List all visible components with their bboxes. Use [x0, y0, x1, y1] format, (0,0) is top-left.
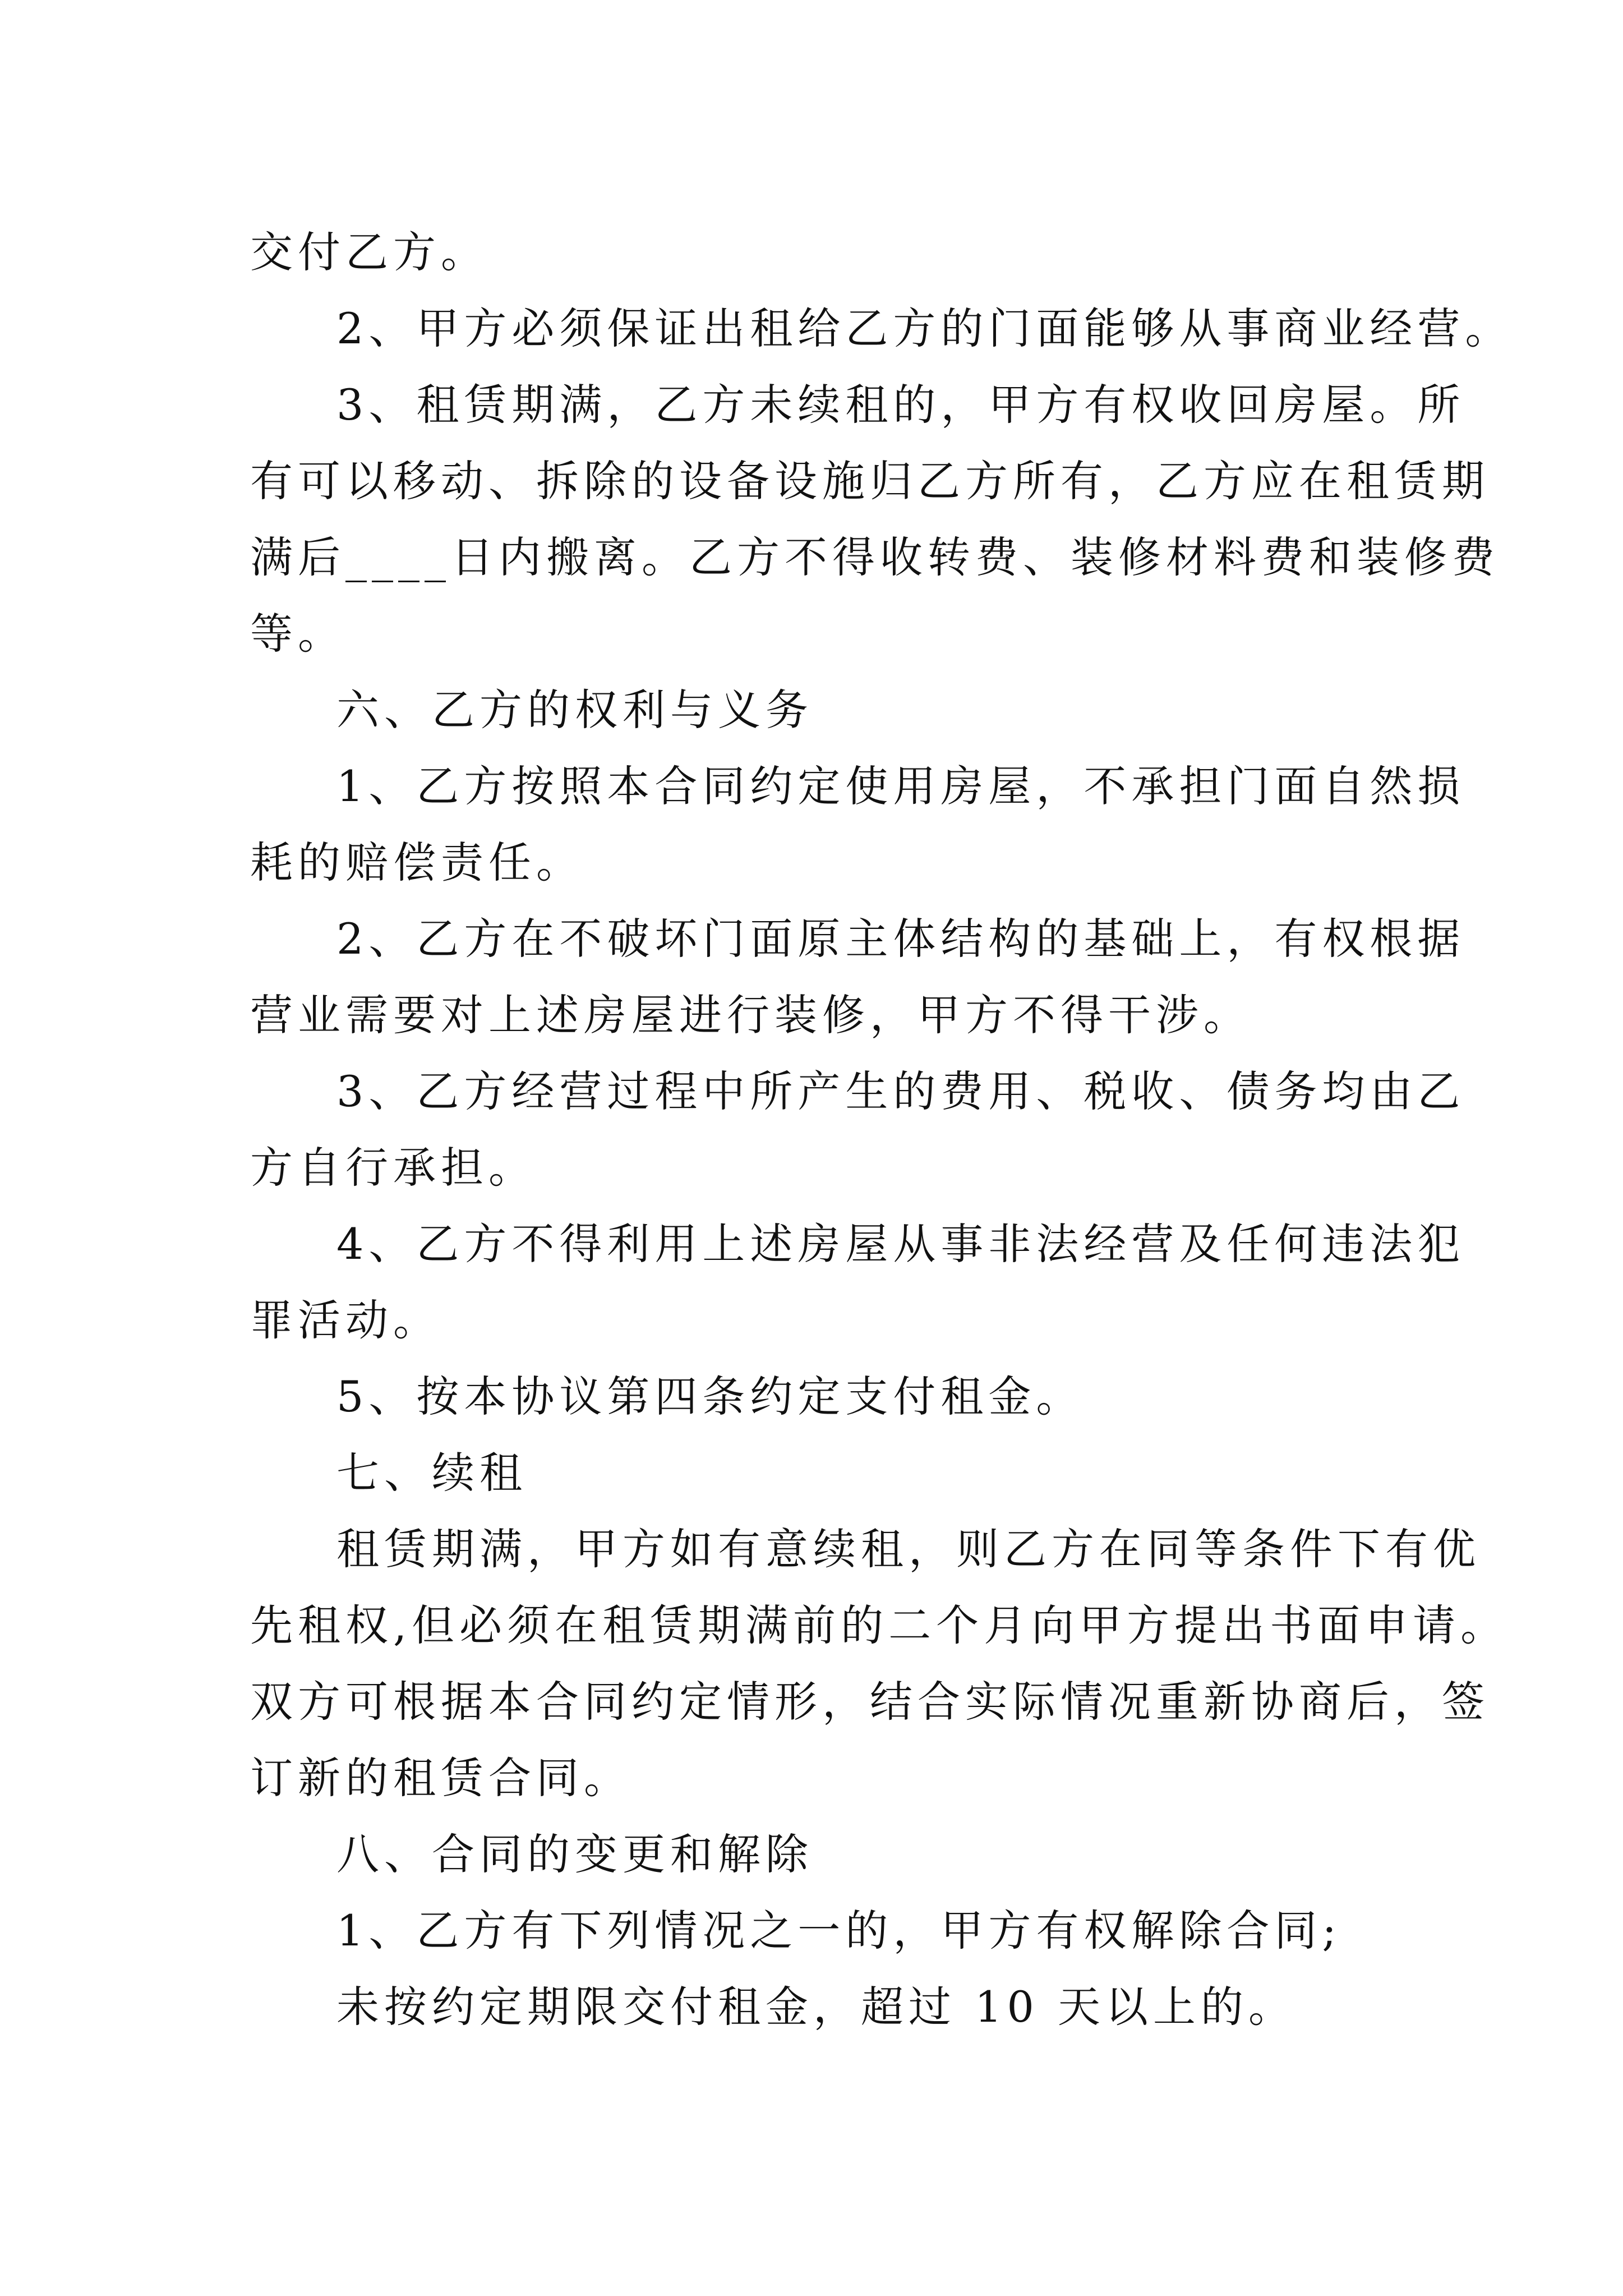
text-line-24: 未按约定期限交付租金，超过 10 天以上的。 — [336, 1982, 1297, 2032]
text-line-21: 订新的租赁合同。 — [250, 1753, 631, 1803]
section-heading-8: 八、合同的变更和解除 — [336, 1829, 813, 1879]
text-line-9: 耗的赔偿责任。 — [250, 838, 584, 887]
text-line-20: 双方可根据本合同约定情形，结合实际情况重新协商后，签 — [250, 1677, 1490, 1727]
text-line-15: 罪活动。 — [250, 1295, 441, 1345]
text-line-2: 2、甲方必须保证出租给乙方的门面能够从事商业经营。 — [336, 303, 1513, 353]
text-line-14: 4、乙方不得利用上述房屋从事非法经营及任何违法犯 — [336, 1219, 1465, 1269]
document-body — [250, 214, 1513, 2045]
text-line-19: 先租权,但必须在租赁期满前的二个月向甲方提出书面申请。 — [250, 1600, 1509, 1650]
section-heading-7: 七、续租 — [336, 1448, 527, 1498]
text-line-12: 3、乙方经营过程中所产生的费用、税收、债务均由乙 — [336, 1066, 1465, 1116]
text-line-10: 2、乙方在不破坏门面原主体结构的基础上，有权根据 — [336, 914, 1465, 964]
text-line-3: 3、租赁期满，乙方未续租的，甲方有权收回房屋。所 — [336, 380, 1465, 430]
text-line-6: 等。 — [250, 609, 345, 659]
text-line-13: 方自行承担。 — [250, 1143, 536, 1193]
text-line-1: 交付乙方。 — [250, 227, 488, 277]
text-line-23: 1、乙方有下列情况之一的，甲方有权解除合同; — [336, 1906, 1341, 1955]
text-line-18: 租赁期满，甲方如有意续租，则乙方在同等条件下有优 — [336, 1524, 1481, 1574]
text-line-5: 满后____日内搬离。乙方不得收转费、装修材料费和装修费 — [250, 532, 1500, 582]
text-line-4: 有可以移动、拆除的设备设施归乙方所有，乙方应在租赁期 — [250, 456, 1490, 506]
text-line-16: 5、按本协议第四条约定支付租金。 — [336, 1372, 1084, 1421]
text-line-11: 营业需要对上述房屋进行装修，甲方不得干涉。 — [250, 990, 1251, 1040]
section-heading-6: 六、乙方的权利与义务 — [336, 685, 813, 735]
text-line-8: 1、乙方按照本合同约定使用房屋，不承担门面自然损 — [336, 761, 1465, 811]
